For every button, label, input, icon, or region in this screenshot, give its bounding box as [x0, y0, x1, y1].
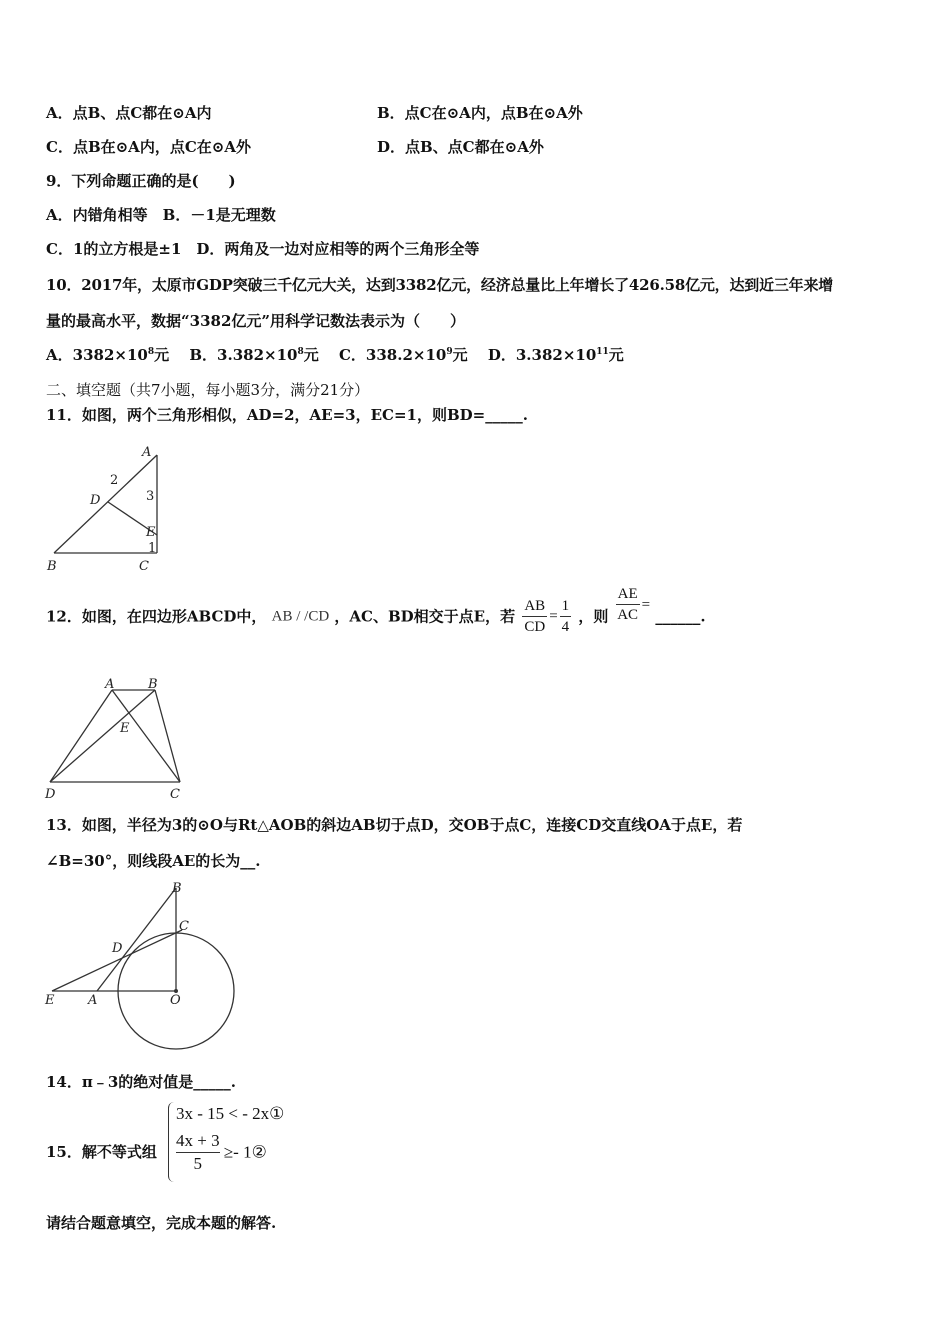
q12-answer-blank: ______. — [655, 607, 706, 626]
q13-stem-line1: 13．如图，半径为3的⊙O与Rt△AOB的斜边AB切于点D，交OB于点C，连接CD交直线OA于点E，若 — [46, 816, 743, 834]
q12-equals-2: = — [641, 596, 651, 613]
q10-stem-line1: 10．2017年，太原市GDP突破三千亿元大关，达到3382亿元，经济总量比上年增长了426.58亿元，达到近三年来增 — [46, 276, 834, 294]
q8-option-b: B．点C在⊙A内，点B在⊙A外 — [377, 104, 583, 122]
q12-stem — [46, 586, 706, 637]
q9-options-ab: A．内错角相等 B．－1是无理数 — [46, 206, 276, 224]
q11-stem: 11．如图，两个三角形相似，AD=2，AE=3，EC=1，则BD=_____. — [46, 406, 528, 424]
q12-equals: = — [549, 608, 558, 625]
label-c: C — [139, 559, 149, 574]
label-d: D — [45, 787, 56, 802]
segment-bc — [155, 690, 180, 782]
q8-option-c: C．点B在⊙A内，点C在⊙A外 — [46, 138, 251, 156]
q9-options-cd: C．1的立方根是±1 D．两角及一边对应相等的两个三角形全等 — [46, 240, 480, 258]
label-e: E — [146, 525, 156, 540]
label-ae-length: 3 — [146, 489, 155, 504]
label-b: B — [172, 881, 182, 896]
segment-ba — [54, 455, 157, 553]
section-heading: 二、填空题（共7小题，每小题3分，满分21分） — [46, 381, 370, 399]
label-a: A — [105, 677, 115, 692]
label-e: E — [45, 993, 55, 1008]
q12-then: ，则 — [578, 607, 609, 626]
q14-stem: 14．π﹣3的绝对值是_____. — [46, 1073, 237, 1091]
inequality-1: 3x - 15 < - 2x① — [176, 1104, 285, 1123]
q12-fraction-ab-cd: $\frac{AB}{CD}$ — [524, 598, 546, 635]
label-d: D — [112, 941, 123, 956]
q8-option-a: A．点B、点C都在⊙A内 — [46, 104, 212, 122]
q10-option-d: D．$3.382\times 10^{11}$元 — [487, 346, 624, 364]
q10-options — [46, 344, 624, 365]
q12-prefix: 12．如图，在四边形ABCD中， — [46, 607, 267, 626]
label-o: O — [170, 993, 181, 1008]
label-a: A — [88, 993, 98, 1008]
q13-stem-line2: ∠B=30°，则线段AE的长为__. — [46, 852, 261, 870]
q10-option-a: A．$3382\times 10^8$元 — [46, 346, 185, 364]
label-ec-length: 1 — [148, 541, 157, 556]
q10-option-c: C．$338.2\times 10^9$元 — [338, 346, 483, 364]
q12-middle: ，AC、BD相交于点E，若 — [334, 607, 516, 626]
label-c: C — [170, 787, 180, 802]
q12-fraction-1-4: $\frac{1}{4}$ — [561, 598, 570, 635]
label-b: B — [47, 559, 57, 574]
system-brace — [168, 1102, 175, 1182]
inequality-2: $\frac{4x + 3}{5}$ ≥- 1② — [176, 1131, 267, 1173]
q11-figure — [44, 440, 166, 576]
q12-fraction-ae-ac: $\frac{AE}{AC}$ — [617, 586, 639, 623]
label-e: E — [120, 721, 130, 736]
label-a: A — [142, 445, 152, 460]
q8-option-d: D．点B、点C都在⊙A外 — [377, 138, 544, 156]
label-b: B — [148, 677, 158, 692]
q12-parallel: AB / /CD — [271, 608, 330, 625]
segment-ec — [52, 930, 182, 991]
q9-stem: 9．下列命题正确的是( ) — [46, 172, 236, 190]
q13-figure — [42, 878, 242, 1054]
label-c: C — [179, 919, 189, 934]
q15-note: 请结合题意填空，完成本题的解答. — [46, 1214, 277, 1232]
q12-figure — [40, 672, 190, 802]
label-d: D — [90, 493, 101, 508]
q10-stem-line2: 量的最高水平，数据“3382亿元”用科学记数法表示为（ ） — [46, 312, 466, 330]
q10-option-b: B．$3.382\times 10^8$元 — [189, 346, 334, 364]
label-ad-length: 2 — [110, 473, 119, 488]
segment-ab — [97, 888, 176, 991]
segment-ac — [112, 690, 180, 782]
q15-stem: 15．解不等式组 — [46, 1143, 157, 1161]
